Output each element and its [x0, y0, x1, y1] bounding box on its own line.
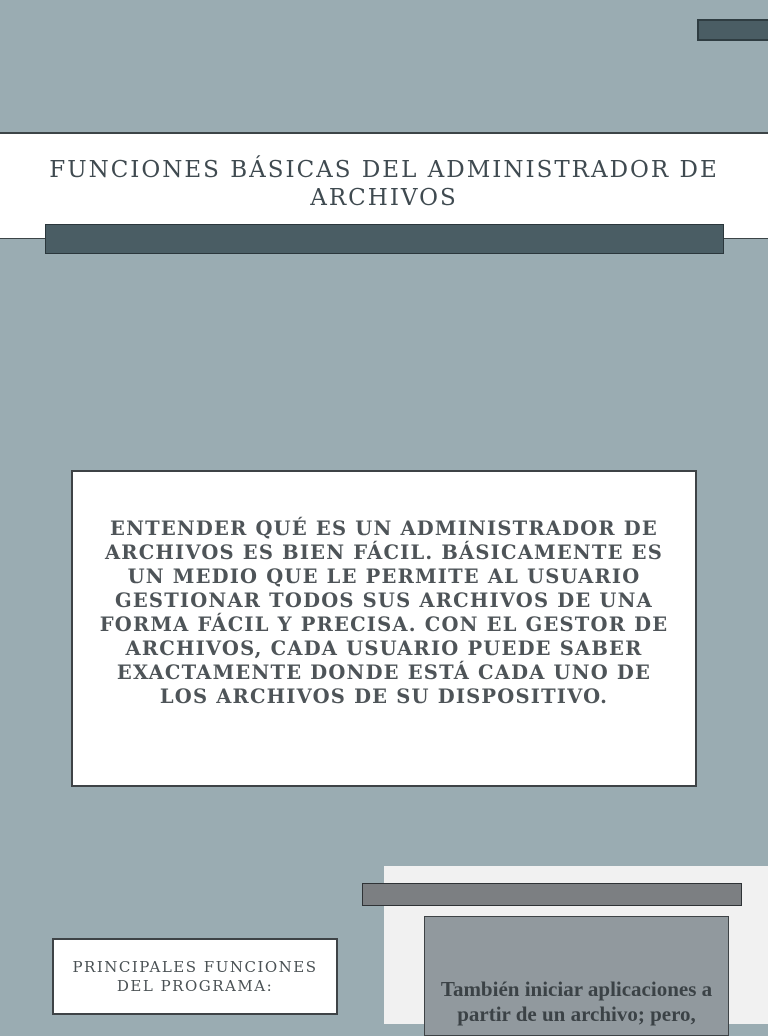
side-panel-bar: [362, 883, 742, 906]
page-title: FUNCIONES BÁSICAS DEL ADMINISTRADOR DE ARCHIVOS: [49, 157, 719, 211]
section-label: PRINCIPALES FUNCIONES DEL PROGRAMA:: [72, 958, 318, 995]
side-panel-text: También iniciar aplicaciones a partir de un archivo; pero,: [440, 977, 713, 1026]
corner-tab: [697, 19, 768, 41]
intro-text: ENTENDER QUÉ ES UN ADMINISTRADOR DE ARCHIVOS ES BIEN FÁCIL. BÁSICAMENTE ES UN MEDIO QUE LE PERMITE AL USUARIO GESTIONAR TODOS SUS ARCHIVOS DE UNA FORMA FÁCIL Y PRECISA. CON EL GESTOR DE ARCHIVOS, CADA USUARIO PUEDE SABER EXACTAMENTE DONDE ESTÁ CADA UNO DE LOS ARCHIVOS DE SU DISPOSITIVO.: [99, 517, 669, 708]
title-accent-bar: [45, 224, 724, 254]
